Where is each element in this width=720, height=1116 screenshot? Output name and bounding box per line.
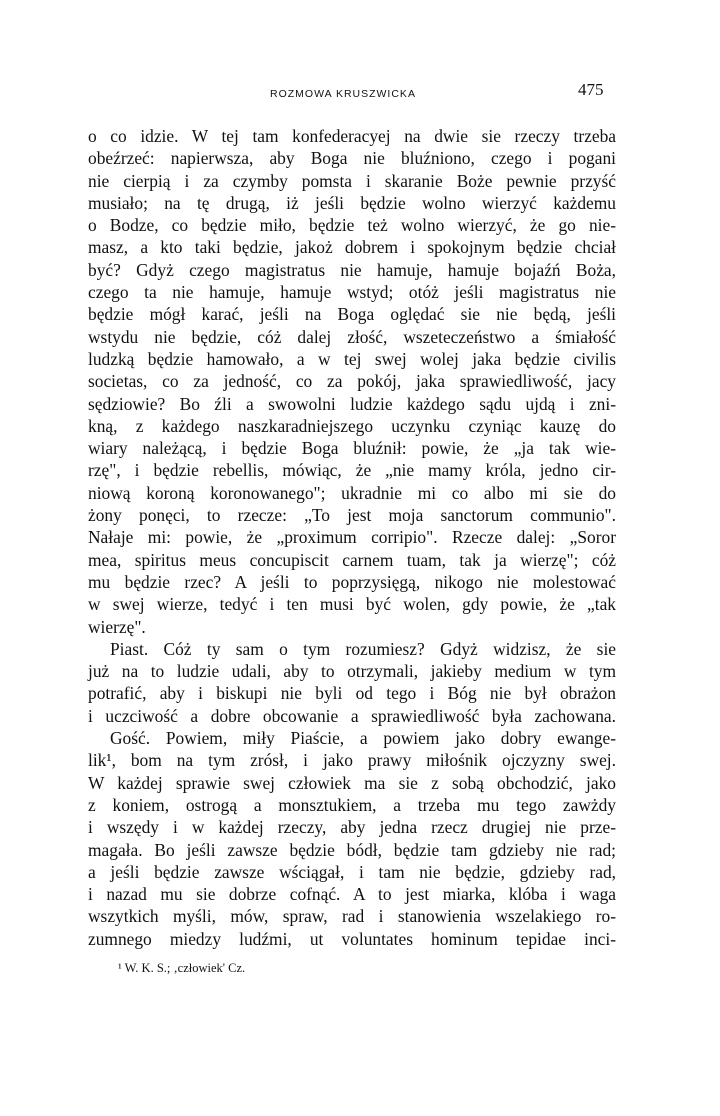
text-line: W każdej sprawie swej człowiek ma sie z sobą obchodzić, jako bbox=[88, 772, 616, 793]
footnote: ¹ W. K. S.; ‚człowiek' Cz. bbox=[118, 961, 246, 975]
text-line: mea, spiritus meus concupiscit carnem tuam, tak ja wierzę"; cóż bbox=[88, 549, 616, 570]
text-line: sędziowie? Bo źli a swowolni ludzie każdego sądu ujdą i zni- bbox=[88, 393, 616, 414]
text-line: Gość. Powiem, miły Piaście, a powiem jako dobry ewange- bbox=[110, 728, 616, 749]
text-line: już na to ludzie udali, aby to otrzymali, jakieby medium w tym bbox=[88, 661, 616, 682]
text-line: w swej wierze, tedyć i ten musi być wolen, gdy powie, że „tak bbox=[88, 594, 616, 615]
text-line: musiało; na tę drugą, iż jeśli będzie wolno wierzyć każdemu bbox=[88, 192, 616, 213]
text-line: lik¹, bom na tym zrósł, i jako prawy miłośnik ojczyzny swej. bbox=[88, 750, 616, 771]
text-line: wszytkich myśli, mów, spraw, rad i stanowienia wszelakiego ro- bbox=[88, 906, 616, 927]
text-line: nie cierpią i za czymby pomsta i skaranie Boże pewnie przyść bbox=[88, 170, 616, 191]
text-line: ludzką będzie hamowało, a w tej swej wolej jaka będzie civilis bbox=[88, 348, 616, 369]
body-text bbox=[88, 125, 616, 950]
running-title: ROZMOWA KRUSZWICKA bbox=[270, 88, 416, 100]
text-line: o Bodze, co będzie miło, będzie też wolno wierzyć, że go nie- bbox=[88, 215, 616, 236]
text-line: mu będzie rzec? A jeśli to poprzysięgą, nikogo nie molestować bbox=[88, 571, 616, 592]
text-line: rzę", i będzie rebellis, mówiąc, że „nie mamy króla, jedno cir- bbox=[88, 460, 616, 481]
text-line: zumnego miedzy ludźmi, ut voluntates hominum tepidae inci- bbox=[88, 928, 616, 949]
text-line: wstydu nie będzie, cóż dalej złość, wszeteczeństwo a śmiałość bbox=[88, 326, 616, 347]
text-line: Nałaje mi: powie, że „proximum corripio". Rzecze dalej: „Soror bbox=[88, 527, 616, 548]
text-line: magała. Bo jeśli zawsze będzie bódł, będzie tam gdzieby nie rad; bbox=[88, 839, 616, 860]
text-line: Piast. Cóż ty sam o tym rozumiesz? Gdyż widzisz, że sie bbox=[110, 638, 616, 659]
text-line: obeźrzeć: napierwsza, aby Boga nie bluźniono, czego i pogani bbox=[88, 148, 616, 169]
page-number: 475 bbox=[578, 80, 604, 99]
text-line: masz, a kto taki będzie, jakoż dobrem i spokojnym będzie chciał bbox=[88, 237, 616, 258]
text-line: wiary należącą, i będzie Boga bluźnił: powie, że „ja tak wie- bbox=[88, 438, 616, 459]
text-line: wierzę". bbox=[88, 616, 146, 637]
text-line: być? Gdyż czego magistratus nie hamuje, hamuje bojaźń Boża, bbox=[88, 259, 616, 280]
text-line: i wszędy i w każdej rzeczy, aby jedna rzecz drugiej nie prze- bbox=[88, 817, 616, 838]
text-line: a jeśli będzie zawsze wściągał, i tam nie będzie, gdzieby rad, bbox=[88, 861, 616, 882]
text-line: czego ta nie hamuje, hamuje wstyd; otóż jeśli magistratus nie bbox=[88, 282, 616, 303]
text-line: z koniem, ostrogą a monsztukiem, a trzeba mu tego zawżdy bbox=[88, 794, 616, 815]
text-line: będzie mógł karać, jeśli na Boga oględać sie nie będą, jeśli bbox=[88, 304, 616, 325]
text-line: societas, co za jedność, co za pokój, jaka sprawiedliwość, jacy bbox=[88, 371, 616, 392]
text-line: i nazad mu sie dobrze cofnąć. A to jest miarka, klóba i waga bbox=[88, 884, 616, 905]
text-line: potrafić, aby i biskupi nie byli od tego i Bóg nie był obrażon bbox=[88, 683, 616, 704]
text-line: i uczciwość a dobre obcowanie a sprawiedliwość była zachowana. bbox=[88, 705, 616, 726]
text-line: niową koroną koronowanego"; ukradnie mi co albo mi sie do bbox=[88, 482, 616, 503]
text-line: o co idzie. W tej tam konfederacyej na dwie sie rzeczy trzeba bbox=[88, 126, 616, 146]
text-line: żony ponęci, to rzecze: „To jest moja sanctorum communio". bbox=[88, 505, 616, 526]
text-line: kną, z każdego naszkaradniejszego uczynku czyniąc kauzę do bbox=[88, 415, 616, 436]
